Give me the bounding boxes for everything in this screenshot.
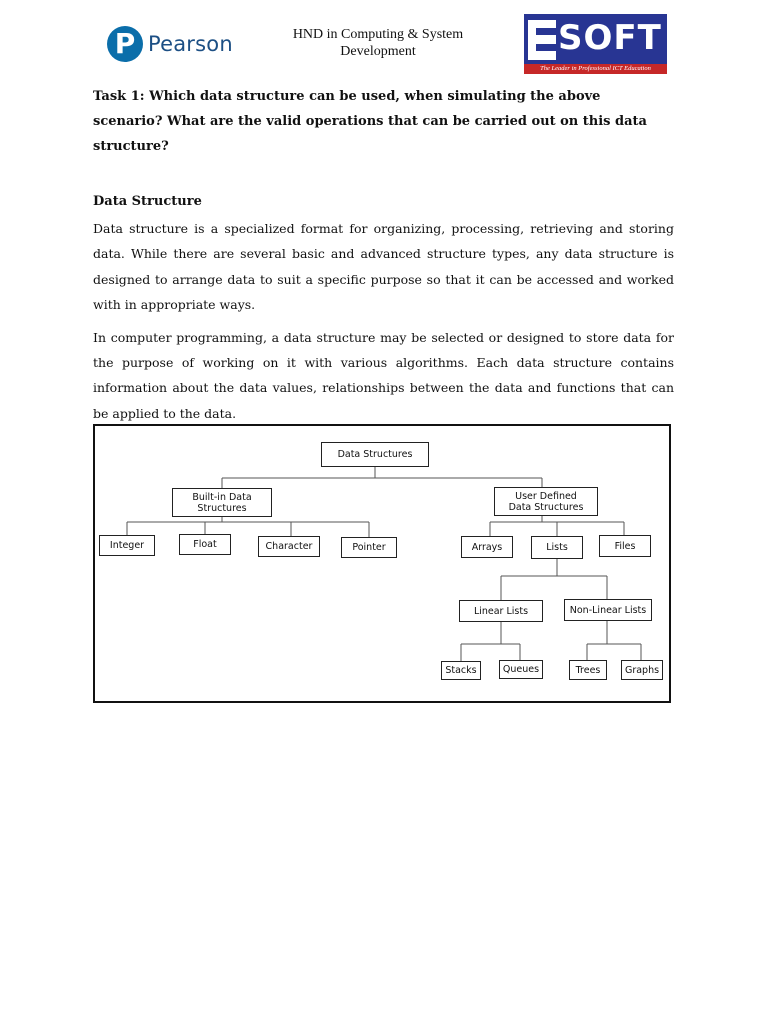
task-question: Task 1: Which data structure can be used, when simulating the above scenario? What are the valid operations that can be carried out on this data structure? (93, 89, 647, 154)
document-body (93, 84, 674, 433)
node-lists: Lists (531, 536, 583, 559)
pearson-logo-text: Pearson (148, 32, 233, 56)
data-structure-diagram (93, 424, 671, 703)
node-linear-lists: Linear Lists (459, 600, 543, 622)
node-queues: Queues (499, 660, 543, 679)
node-character: Character (258, 536, 320, 557)
esoft-logo-text: SOFT (558, 18, 662, 58)
node-files: Files (599, 535, 651, 557)
node-non-linear-lists: Non-Linear Lists (564, 599, 652, 621)
section-heading: Data Structure (93, 194, 202, 209)
node-trees: Trees (569, 660, 607, 680)
node-data-structures: Data Structures (321, 442, 429, 467)
pearson-p-icon: P (107, 26, 143, 62)
node-stacks: Stacks (441, 661, 481, 680)
pearson-logo (107, 24, 257, 64)
node-user-defined-data-structures: User Defined Data Structures (494, 487, 598, 516)
node-arrays: Arrays (461, 536, 513, 558)
paragraph-2: In computer programming, a data structure may be selected or designed to store data for the purpose of working on it with various algorithms. Each data structure contains information about the data values, relationships between the data and functions that can be applied to the data. (93, 329, 674, 421)
esoft-logo (524, 14, 667, 74)
header-title-line1: HND in Computing & System (292, 27, 464, 42)
node-graphs: Graphs (621, 660, 663, 680)
node-integer: Integer (99, 535, 155, 556)
header-title-line2: Development (340, 44, 416, 59)
node-built-in-data-structures: Built-in Data Structures (172, 488, 272, 517)
paragraph-1: Data structure is a specialized format for organizing, processing, retrieving and storing data. While there are several basic and advanced structure types, any data structure is designed to arrange data to suit a specific purpose so that it can be accessed and worked with in appropriate ways. (93, 221, 674, 313)
page-header (0, 0, 768, 80)
node-pointer: Pointer (341, 537, 397, 558)
esoft-tagline: The Leader in Professional ICT Education (524, 64, 667, 74)
header-title (270, 26, 486, 60)
node-float: Float (179, 534, 231, 555)
